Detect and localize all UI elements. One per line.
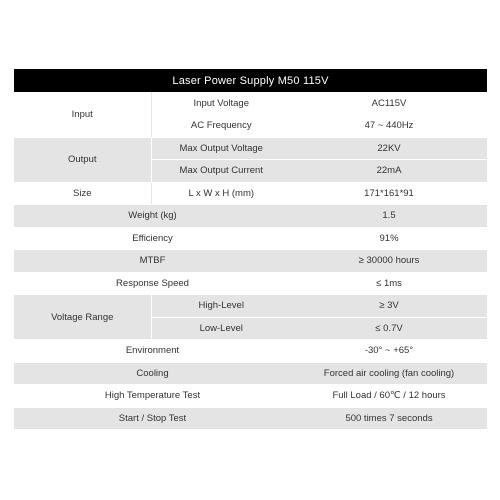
weight-label: Weight (kg) xyxy=(14,205,291,228)
environment-value: -30° ~ +65° xyxy=(291,340,487,363)
size-value: 171*161*91 xyxy=(291,182,487,205)
mtbf-value: ≥ 30000 hours xyxy=(291,250,487,273)
environment-label: Environment xyxy=(14,340,291,363)
table-row xyxy=(14,272,487,295)
table-row xyxy=(14,340,487,363)
size-label: Size xyxy=(14,182,151,205)
voltage-range-label: Voltage Range xyxy=(14,295,151,340)
efficiency-label: Efficiency xyxy=(14,227,291,250)
input-voltage-value: AC115V xyxy=(291,92,487,115)
response-speed-label: Response Speed xyxy=(14,272,291,295)
weight-value: 1.5 xyxy=(291,205,487,228)
table-row xyxy=(14,295,487,318)
title-row xyxy=(14,69,487,92)
table-title: Laser Power Supply M50 115V xyxy=(14,69,487,92)
spec-table xyxy=(14,69,487,430)
low-level-value: ≤ 0.7V xyxy=(291,317,487,340)
cooling-label: Cooling xyxy=(14,362,291,385)
response-speed-value: ≤ 1ms xyxy=(291,272,487,295)
ac-frequency-label: AC Frequency xyxy=(151,115,291,138)
size-dims-label: L x W x H (mm) xyxy=(151,182,291,205)
start-stop-test-label: Start / Stop Test xyxy=(14,407,291,430)
table-row xyxy=(14,92,487,115)
high-level-label: High-Level xyxy=(151,295,291,318)
table-row xyxy=(14,407,487,430)
table-row xyxy=(14,182,487,205)
input-label: Input xyxy=(14,92,151,137)
output-label: Output xyxy=(14,137,151,182)
high-temp-test-value: Full Load / 60℃ / 12 hours xyxy=(291,385,487,408)
table-row xyxy=(14,137,487,160)
low-level-label: Low-Level xyxy=(151,317,291,340)
table-row xyxy=(14,227,487,250)
efficiency-value: 91% xyxy=(291,227,487,250)
table-row xyxy=(14,250,487,273)
mtbf-label: MTBF xyxy=(14,250,291,273)
start-stop-test-value: 500 times 7 seconds xyxy=(291,407,487,430)
max-output-current-value: 22mA xyxy=(291,160,487,183)
high-level-value: ≥ 3V xyxy=(291,295,487,318)
table-row xyxy=(14,385,487,408)
cooling-value: Forced air cooling (fan cooling) xyxy=(291,362,487,385)
table-row xyxy=(14,205,487,228)
ac-frequency-value: 47 ~ 440Hz xyxy=(291,115,487,138)
high-temp-test-label: High Temperature Test xyxy=(14,385,291,408)
input-voltage-label: Input Voltage xyxy=(151,92,291,115)
max-output-voltage-value: 22KV xyxy=(291,137,487,160)
table-row xyxy=(14,362,487,385)
max-output-voltage-label: Max Output Voltage xyxy=(151,137,291,160)
max-output-current-label: Max Output Current xyxy=(151,160,291,183)
